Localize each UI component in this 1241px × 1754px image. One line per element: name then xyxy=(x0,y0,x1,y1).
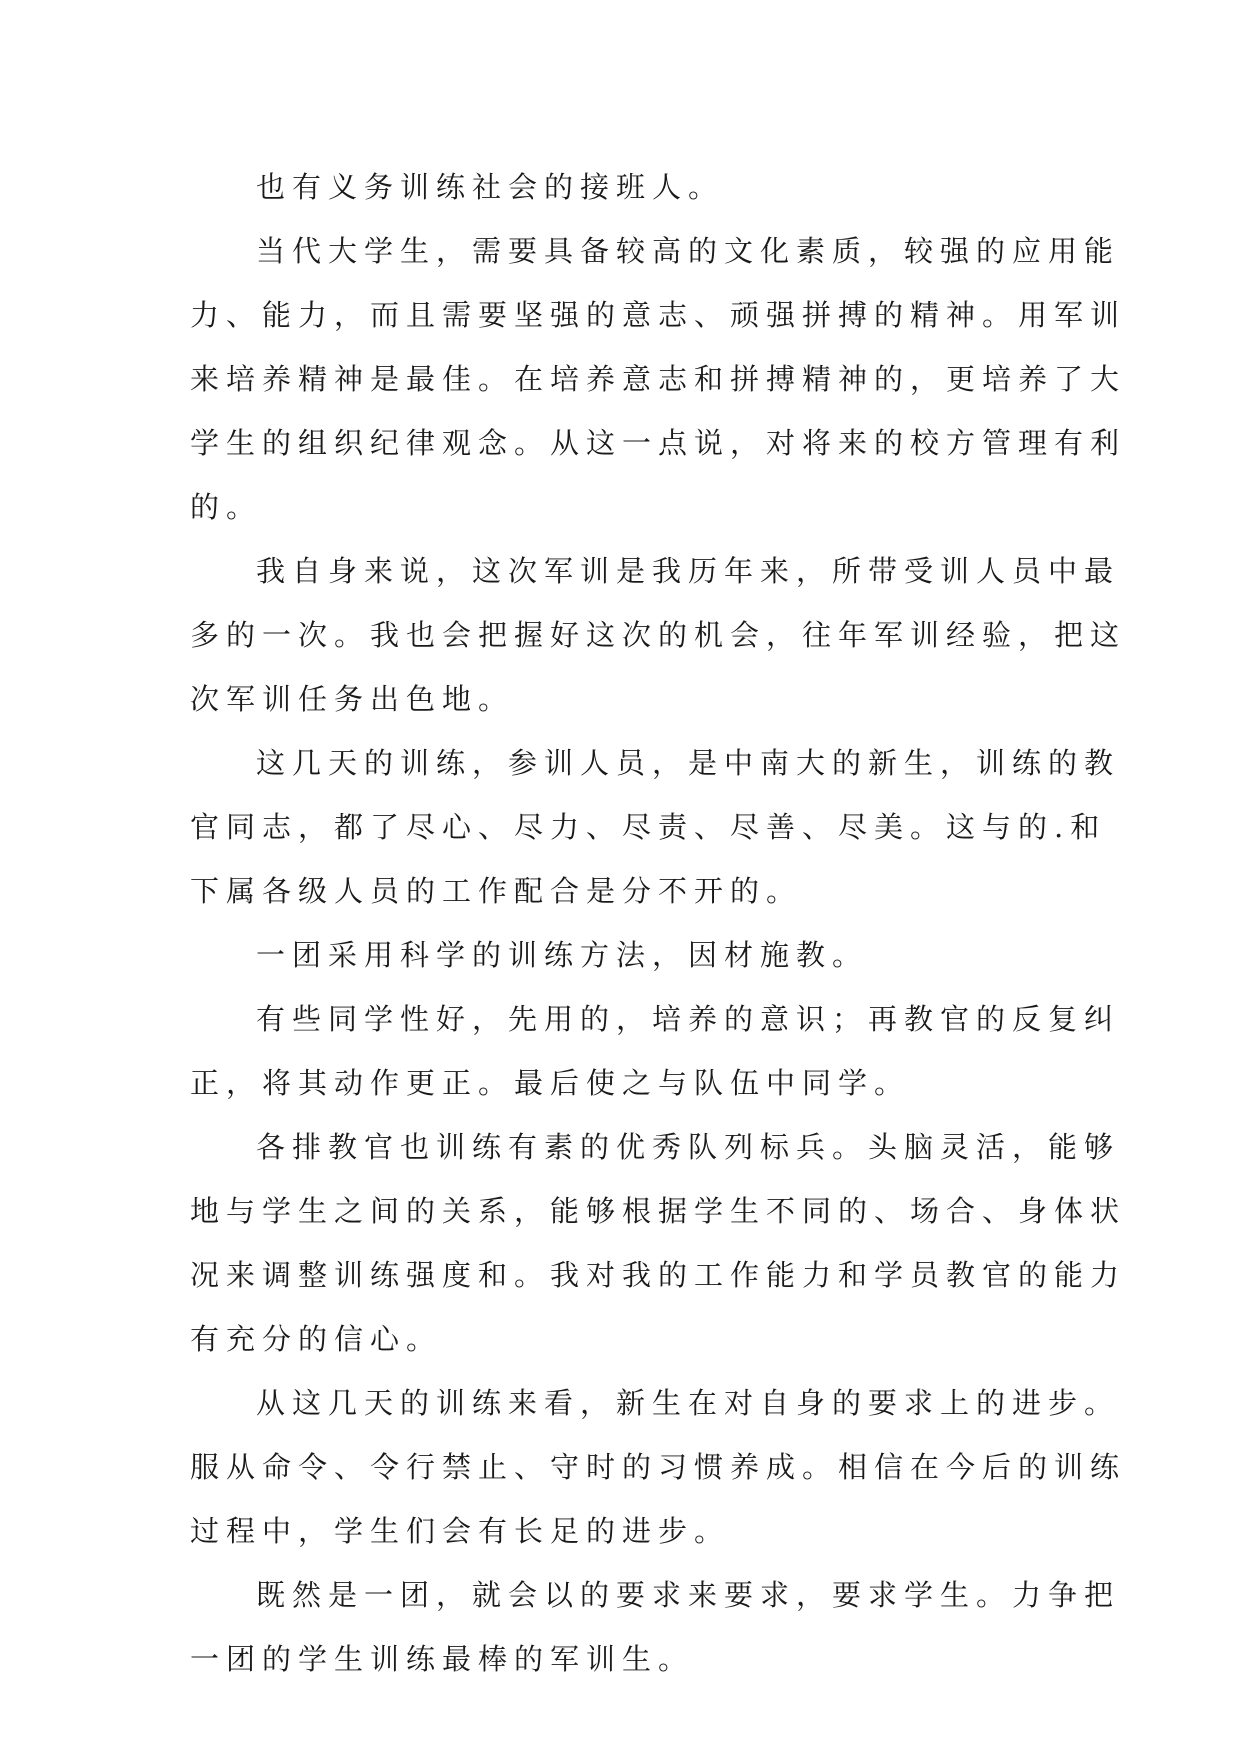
text-line: 当代大学生，需要具备较高的文化素质，较强的应用能 xyxy=(256,234,1121,268)
text-line: 官同志，都了尽心、尽力、尽责、尽善、尽美。这与的.和 xyxy=(190,810,1107,844)
text-line: 各排教官也训练有素的优秀队列标兵。头脑灵活，能够 xyxy=(256,1130,1121,1164)
text-line: 从这几天的训练来看，新生在对自身的要求上的进步。 xyxy=(256,1386,1121,1420)
text-line: 正，将其动作更正。最后使之与队伍中同学。 xyxy=(190,1066,911,1100)
text-line: 次军训任务出色地。 xyxy=(190,682,515,716)
text-line: 有充分的信心。 xyxy=(190,1322,443,1356)
text-line: 有些同学性好，先用的，培养的意识；再教官的反复纠 xyxy=(256,1002,1121,1036)
text-line: 来培养精神是最佳。在培养意志和拼搏精神的，更培养了大 xyxy=(190,362,1127,396)
text-line: 多的一次。我也会把握好这次的机会，往年军训经验，把这 xyxy=(190,618,1127,652)
text-line: 力、能力，而且需要坚强的意志、顽强拼搏的精神。用军训 xyxy=(190,298,1127,332)
text-line: 既然是一团，就会以的要求来要求，要求学生。力争把 xyxy=(256,1578,1121,1612)
text-line: 也有义务训练社会的接班人。 xyxy=(256,170,725,204)
text-line: 我自身来说，这次军训是我历年来，所带受训人员中最 xyxy=(256,554,1121,588)
text-line: 过程中，学生们会有长足的进步。 xyxy=(190,1514,731,1548)
text-line: 服从命令、令行禁止、守时的习惯养成。相信在今后的训练 xyxy=(190,1450,1127,1484)
text-line: 下属各级人员的工作配合是分不开的。 xyxy=(190,874,803,908)
text-line: 这几天的训练，参训人员，是中南大的新生，训练的教 xyxy=(256,746,1121,780)
text-line: 地与学生之间的关系，能够根据学生不同的、场合、身体状 xyxy=(190,1194,1127,1228)
text-line: 的。 xyxy=(190,490,263,524)
text-line: 一团的学生训练最棒的军训生。 xyxy=(190,1642,695,1676)
text-line: 一团采用科学的训练方法，因材施教。 xyxy=(256,938,869,972)
text-line: 况来调整训练强度和。我对我的工作能力和学员教官的能力 xyxy=(190,1258,1127,1292)
document-body xyxy=(190,155,1127,1691)
text-line: 学生的组织纪律观念。从这一点说，对将来的校方管理有利 xyxy=(190,426,1127,460)
